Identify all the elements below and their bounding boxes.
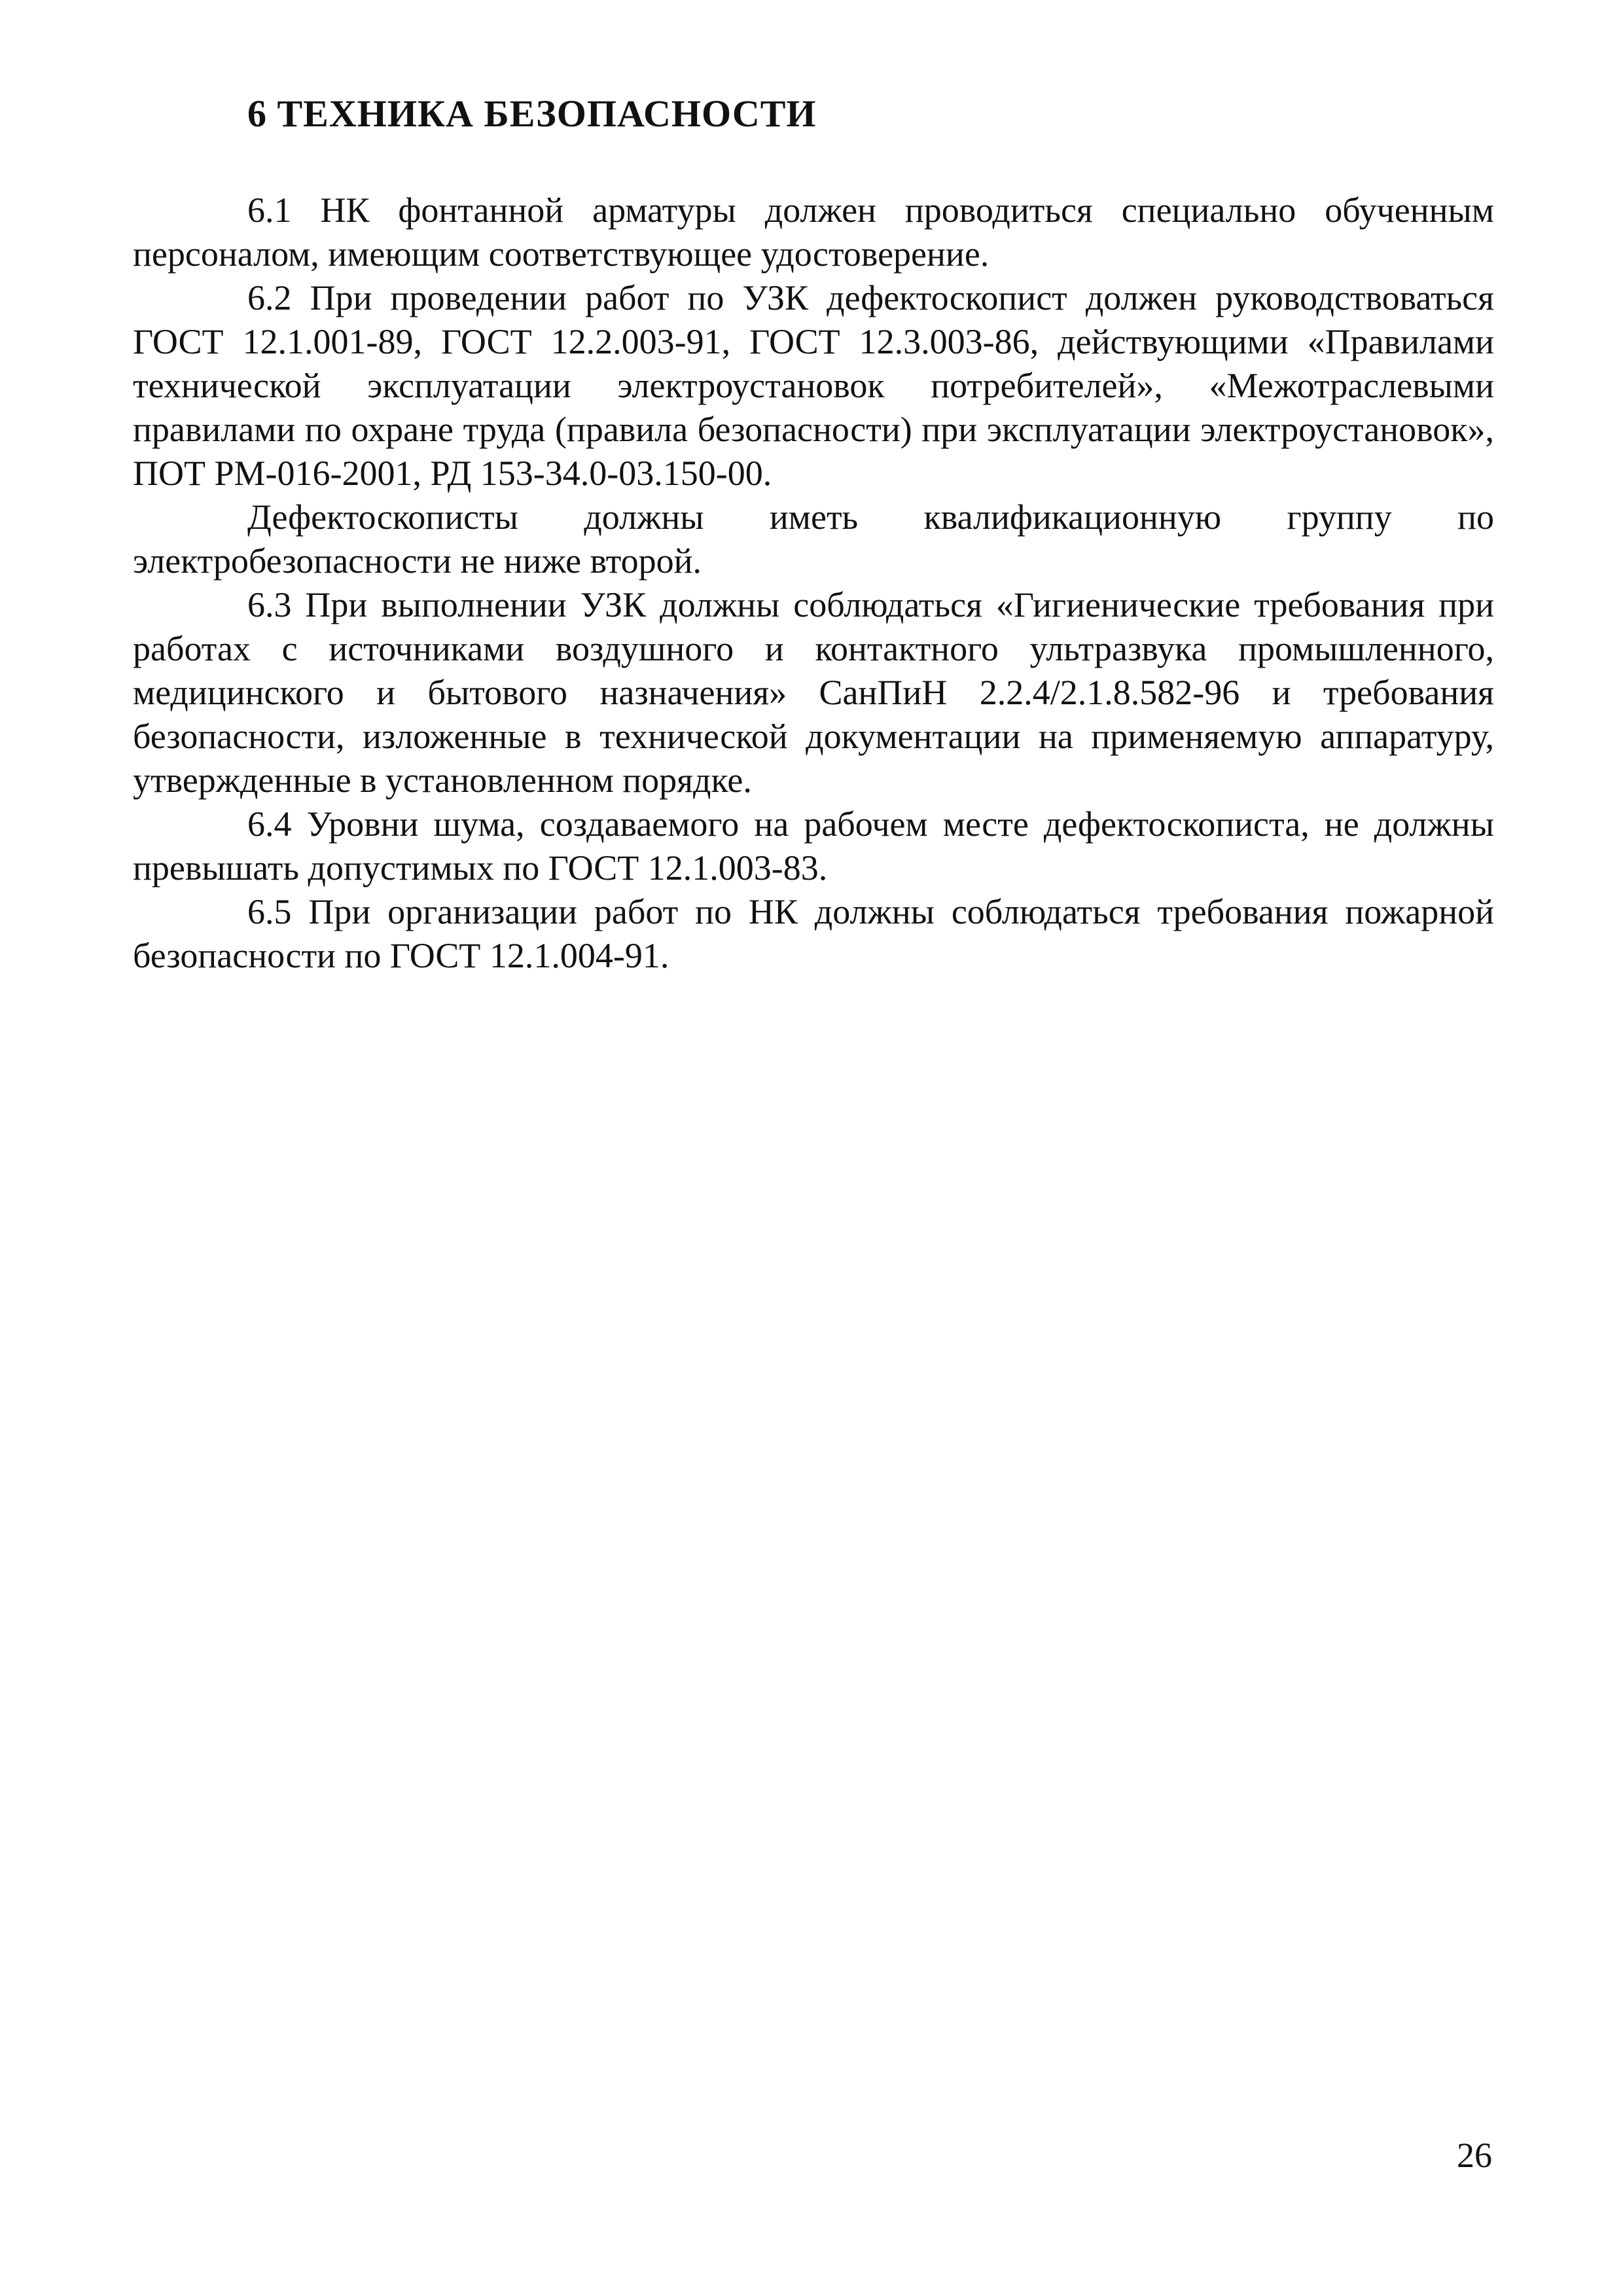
paragraph-6-2: 6.2 При проведении работ по УЗК дефектоскопист должен руководствоваться ГОСТ 12.1.001-89, ГОСТ 12.2.003-91, ГОСТ 12.3.003-86, действующими «Правилами технической эксплуатации электроустановок потребителей», «Межотраслевыми правилами по охране труда (правила безопасности) при эксплуатации электроустановок», ПОТ РМ-016-2001, РД 153-34.0-03.150-00. — [133, 278, 1494, 493]
paragraph-6-4: 6.4 Уровни шума, создаваемого на рабочем месте дефектоскописта, не должны превышать допустимых по ГОСТ 12.1.003-83. — [133, 804, 1494, 888]
section-body — [133, 188, 1494, 978]
paragraph-qualification: Дефектоскописты должны иметь квалификационную группу по электробезопасности не ниже второй. — [133, 497, 1494, 581]
paragraph-6-5: 6.5 При организации работ по НК должны соблюдаться требования пожарной безопасности по ГОСТ 12.1.004-91. — [133, 892, 1494, 975]
page-number: 26 — [1457, 2136, 1492, 2175]
section-heading: 6 ТЕХНИКА БЕЗОПАСНОСТИ — [247, 92, 817, 135]
paragraph-6-3: 6.3 При выполнении УЗК должны соблюдаться «Гигиенические требования при работах с источниками воздушного и контактного ультразвука промышленного, медицинского и бытового назначения» СанПиН 2.2.4/2.1.8.582-96 и требования безопасности, изложенные в технической документации на применяемую аппаратуру, утвержденные в установленном порядке. — [133, 585, 1494, 800]
paragraph-6-1: 6.1 НК фонтанной арматуры должен проводиться специально обученным персоналом, имеющим соответствующее удостоверение. — [133, 190, 1494, 274]
